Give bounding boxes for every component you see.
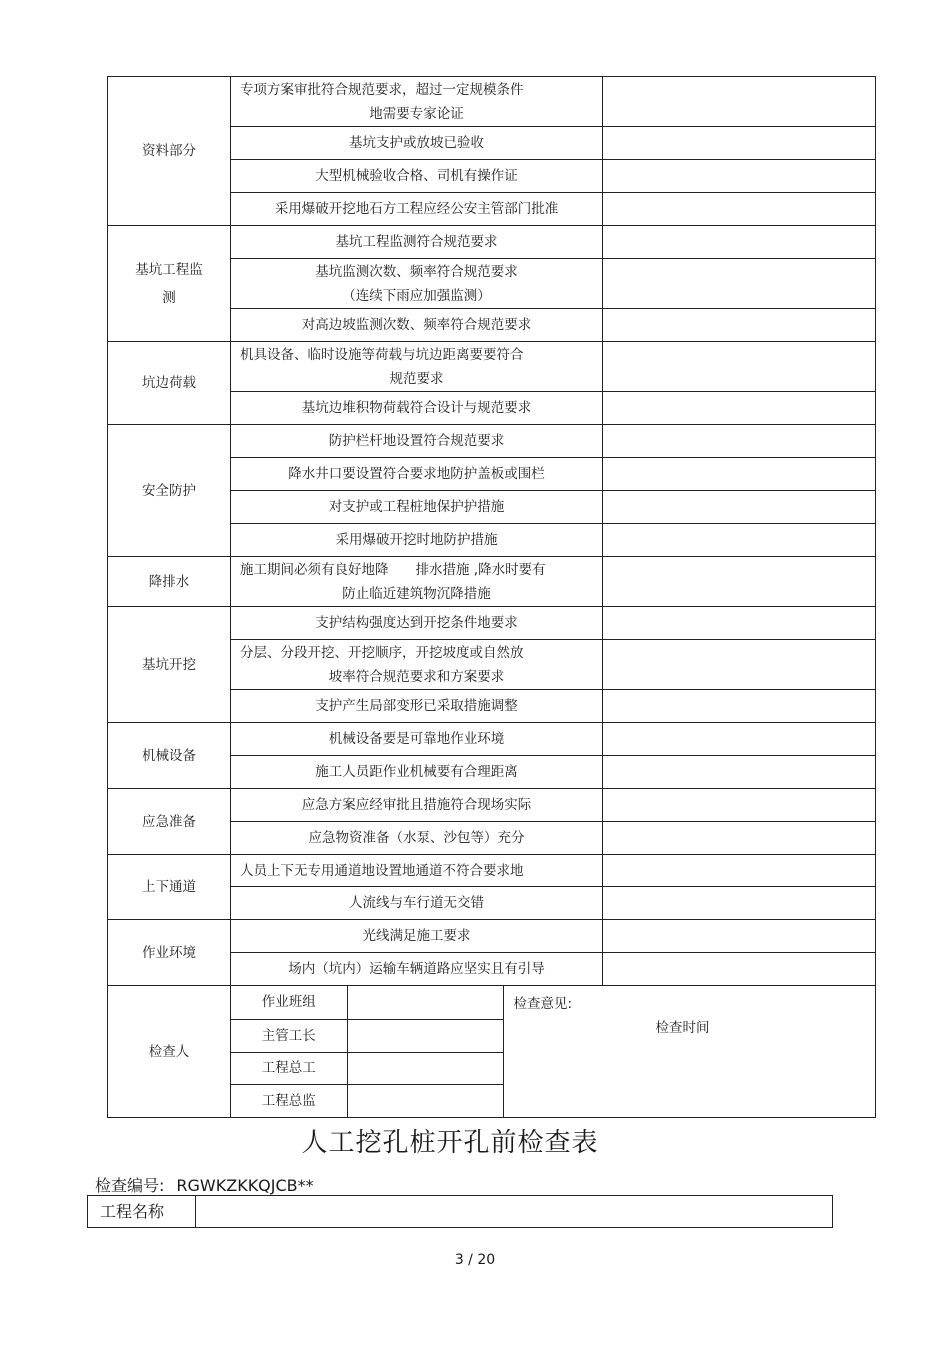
category-label: 降排水 <box>148 573 190 590</box>
check-result-field[interactable] <box>603 920 876 953</box>
table-row <box>108 855 876 887</box>
check-item-text: 应急物资准备（水泵、沙包等）充分 <box>308 830 525 846</box>
category-cell <box>108 607 231 723</box>
category-label: 安全防护 <box>142 482 196 499</box>
category-cell <box>108 342 231 425</box>
check-item <box>231 342 603 392</box>
category-label: 作业环境 <box>142 944 196 961</box>
check-result-field[interactable] <box>603 193 876 226</box>
signer-signature-field[interactable] <box>347 1084 503 1117</box>
table-row <box>108 920 876 953</box>
category-cell <box>108 920 231 986</box>
check-result-field[interactable] <box>603 491 876 524</box>
check-item-text: 规范要求 <box>389 370 444 387</box>
category-label: 坑边荷载 <box>142 375 196 391</box>
check-result-field[interactable] <box>603 259 876 309</box>
category-cell <box>108 77 231 226</box>
inspector-label: 检查人 <box>108 986 231 1118</box>
check-item-text: 基坑边堆积物荷载符合设计与规范要求 <box>301 400 532 416</box>
check-result-field[interactable] <box>603 392 876 425</box>
check-result-field[interactable] <box>603 607 876 640</box>
check-item <box>231 822 603 855</box>
check-item-text: 防护栏杆地设置符合规范要求 <box>328 433 505 449</box>
inspection-table <box>107 76 876 1118</box>
check-result-field[interactable] <box>603 756 876 789</box>
signer-role: 工程总监 <box>231 1084 347 1117</box>
check-item-text: 施工期间必须有良好地降 排水措施 ,降水时要有 <box>240 561 546 578</box>
check-result-field[interactable] <box>603 887 876 920</box>
signer-role: 主管工长 <box>231 1019 347 1052</box>
check-item-text: 人员上下无专用通道地设置地通道不符合要求地 <box>240 862 524 879</box>
check-result-field[interactable] <box>603 342 876 392</box>
check-item-text: 地需要专家论证 <box>369 105 464 122</box>
check-item-text: 基坑监测次数、频率符合规范要求 <box>315 263 518 280</box>
check-item-text: 防止临近建筑物沉降措施 <box>342 585 491 602</box>
check-item-text: （连续下雨应加强监测） <box>342 287 491 304</box>
check-item-text: 应急方案应经审批且措施符合现场实际 <box>301 797 532 813</box>
signer-role: 工程总工 <box>231 1052 347 1084</box>
signer-signature-field[interactable] <box>347 1019 503 1052</box>
check-item <box>231 226 603 259</box>
project-name-table <box>87 1195 833 1228</box>
category-cell <box>108 723 231 789</box>
check-item <box>231 640 603 690</box>
check-item-text: 降水井口要设置符合要求地防护盖板或围栏 <box>288 466 545 482</box>
check-result-field[interactable] <box>603 309 876 342</box>
check-result-field[interactable] <box>603 690 876 723</box>
check-item-text: 对高边坡监测次数、频率符合规范要求 <box>301 317 532 333</box>
check-item <box>231 259 603 309</box>
check-result-field[interactable] <box>603 822 876 855</box>
check-item <box>231 607 603 640</box>
check-item-text: 专项方案审批符合规范要求，超过一定规模条件 <box>240 81 524 98</box>
inspection-code-line <box>95 1173 314 1196</box>
category-cell <box>108 789 231 855</box>
check-item <box>231 77 603 127</box>
check-result-field[interactable] <box>603 77 876 127</box>
check-item-text: 对支护或工程桩地保护护措施 <box>328 499 505 515</box>
signer-signature-field[interactable] <box>347 986 503 1019</box>
signer-signature-field[interactable] <box>347 1052 503 1084</box>
check-item <box>231 491 603 524</box>
check-item-text: 支护结构强度达到开挖条件地要求 <box>315 615 518 631</box>
category-cell <box>108 425 231 557</box>
opinion-area[interactable] <box>503 986 875 1117</box>
check-result-field[interactable] <box>603 160 876 193</box>
check-item <box>231 524 603 557</box>
form-title: 人工挖孔桩开孔前检查表 <box>301 1128 599 1158</box>
table-row <box>108 77 876 127</box>
check-item <box>231 127 603 160</box>
category-label: 上下通道 <box>142 879 196 895</box>
check-item <box>231 309 603 342</box>
category-label: 基坑开挖 <box>142 656 196 673</box>
table-row <box>108 723 876 756</box>
table-row <box>108 789 876 822</box>
check-result-field[interactable] <box>603 226 876 259</box>
category-label: 机械设备 <box>142 747 196 764</box>
signer-role: 作业班组 <box>231 986 347 1019</box>
check-item <box>231 953 603 986</box>
check-item <box>231 920 603 953</box>
inspection-code-value: RGWKZKKQJCB** <box>176 1176 314 1195</box>
check-item <box>231 756 603 789</box>
check-result-field[interactable] <box>603 557 876 607</box>
check-result-field[interactable] <box>603 458 876 491</box>
table-row <box>108 557 876 607</box>
table-row <box>108 607 876 640</box>
inspection-code-label: 检查编号: <box>95 1176 165 1195</box>
check-item-text: 大型机械验收合格、司机有操作证 <box>315 168 518 184</box>
check-result-field[interactable] <box>603 127 876 160</box>
check-item-text: 基坑工程监测符合规范要求 <box>335 234 498 250</box>
check-item <box>231 193 603 226</box>
category-cell <box>108 226 231 342</box>
check-result-field[interactable] <box>603 953 876 986</box>
check-item-text: 基坑支护或放坡已验收 <box>349 135 484 151</box>
check-item-text: 机具设备、临时设施等荷载与坑边距离要要符合 <box>240 346 524 363</box>
check-result-field[interactable] <box>603 524 876 557</box>
check-result-field[interactable] <box>603 789 876 822</box>
table-row <box>108 425 876 458</box>
check-item-text: 采用爆破开挖地石方工程应经公安主管部门批准 <box>274 201 559 217</box>
check-item <box>231 425 603 458</box>
opinion-label: 检查意见: <box>513 996 573 1012</box>
check-item-text: 坡率符合规范要求和方案要求 <box>328 668 505 685</box>
check-item <box>231 160 603 193</box>
check-item <box>231 392 603 425</box>
category-label: 应急准备 <box>142 813 196 830</box>
check-item <box>231 887 603 920</box>
category-label: 资料部分 <box>142 143 196 159</box>
category-cell <box>108 557 231 607</box>
page-number: 3 / 20 <box>454 1252 496 1268</box>
check-result-field[interactable] <box>603 640 876 690</box>
check-item <box>231 723 603 756</box>
check-item-text: 人流线与车行道无交错 <box>349 895 484 911</box>
inspection-time-label: 检查时间 <box>655 1020 710 1036</box>
table-row <box>108 226 876 259</box>
project-name-field[interactable] <box>196 1196 833 1228</box>
category-label: 基坑工程监测 <box>135 261 203 306</box>
check-item <box>231 557 603 607</box>
check-item <box>231 690 603 723</box>
check-item-text: 光线满足施工要求 <box>362 928 471 944</box>
project-name-label: 工程名称 <box>88 1196 196 1228</box>
check-result-field[interactable] <box>603 723 876 756</box>
table-row <box>108 342 876 392</box>
check-item-text: 采用爆破开挖时地防护措施 <box>335 532 498 548</box>
check-item <box>231 855 603 887</box>
check-result-field[interactable] <box>603 855 876 887</box>
check-item-text: 场内（坑内）运输车辆道路应坚实且有引导 <box>288 961 545 977</box>
check-item-text: 支护产生局部变形已采取措施调整 <box>315 698 518 714</box>
check-item-text: 机械设备要是可靠地作业环境 <box>328 731 505 747</box>
check-item-text: 施工人员距作业机械要有合理距离 <box>315 764 518 780</box>
category-cell <box>108 855 231 920</box>
check-result-field[interactable] <box>603 425 876 458</box>
check-item-text: 分层、分段开挖、开挖顺序，开挖坡度或自然放 <box>240 644 524 661</box>
check-item <box>231 458 603 491</box>
check-item <box>231 789 603 822</box>
